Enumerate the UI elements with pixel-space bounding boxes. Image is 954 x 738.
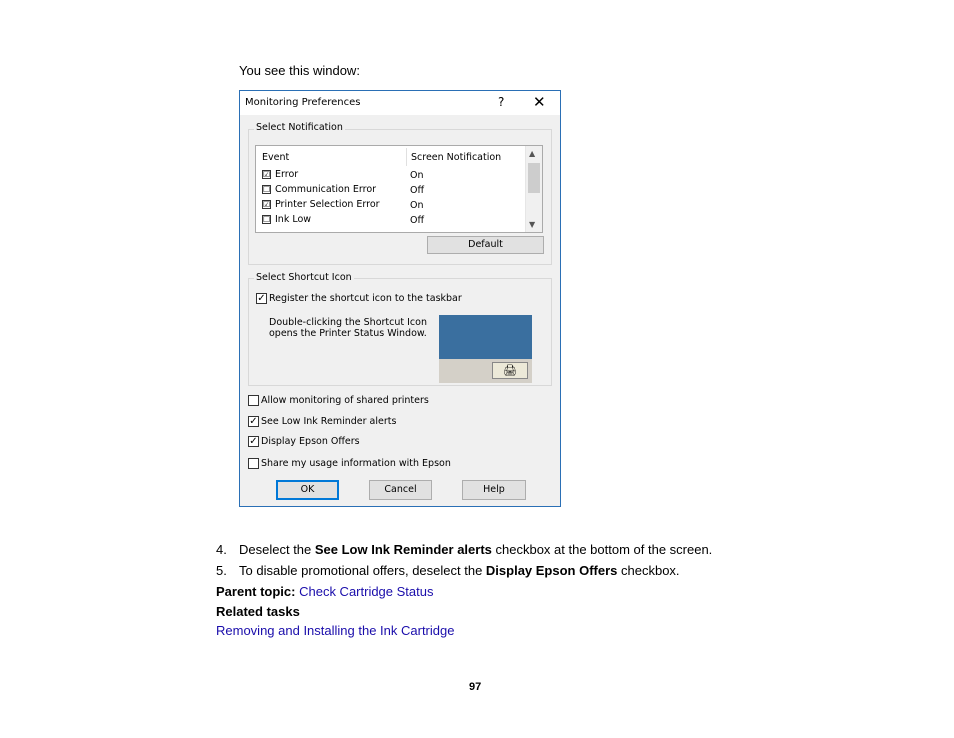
shortcut-description-line-1: Double-clicking the Shortcut Icon [269, 317, 427, 328]
col-screen-header: Screen Notification [411, 152, 502, 163]
printer-tray-icon: 🖨 [492, 362, 528, 379]
step-text-after: checkbox. [617, 563, 680, 578]
desktop-preview [439, 315, 532, 359]
help-button[interactable]: Help [462, 480, 526, 500]
list-item[interactable] [262, 169, 532, 183]
option-row[interactable] [248, 416, 396, 427]
taskbar-preview [439, 359, 532, 383]
step-number: 5. [216, 563, 227, 578]
step-5 [216, 563, 680, 578]
step-text [239, 563, 680, 578]
event-value: On [410, 170, 424, 181]
step-text-bold: Display Epson Offers [485, 563, 618, 578]
shortcut-description-line-2: opens the Printer Status Window. [269, 328, 427, 339]
low-ink-reminder-checkbox[interactable]: ✓ [249, 416, 258, 427]
monitoring-preferences-dialog [239, 90, 561, 507]
list-item[interactable] [262, 214, 532, 228]
share-usage-checkbox[interactable] [248, 458, 259, 469]
event-list[interactable] [255, 145, 543, 233]
intro-text: You see this window: [239, 63, 360, 78]
list-item[interactable] [262, 184, 532, 198]
register-shortcut-label: Register the shortcut icon to the taskbar [269, 293, 462, 304]
option-label: See Low Ink Reminder alerts [261, 416, 397, 427]
event-value: Off [410, 215, 425, 226]
step-text-bold: See Low Ink Reminder alerts [314, 542, 492, 557]
event-label: Printer Selection Error [275, 199, 380, 210]
event-checkbox[interactable]: ☑ [263, 200, 271, 209]
event-value: Off [410, 185, 425, 196]
scroll-down-icon[interactable]: ▼ [529, 220, 536, 229]
page-number: 97 [469, 681, 482, 693]
option-row[interactable] [248, 395, 429, 406]
parent-topic [216, 584, 434, 599]
dialog-titlebar [240, 91, 560, 115]
step-text [239, 542, 712, 557]
step-number: 4. [216, 542, 227, 557]
col-event-header: Event [262, 152, 290, 163]
select-notification-label: Select Notification [256, 122, 343, 133]
step-text-before: Deselect the [239, 542, 315, 557]
option-label: Share my usage information with Epson [261, 458, 451, 469]
event-label: Error [275, 169, 299, 180]
parent-topic-link[interactable]: Check Cartridge Status [299, 584, 434, 599]
help-icon[interactable]: ? [498, 95, 505, 109]
option-label: Allow monitoring of shared printers [261, 395, 429, 406]
scroll-thumb[interactable] [528, 163, 540, 193]
epson-offers-checkbox[interactable]: ✓ [249, 436, 258, 447]
event-value: On [410, 200, 424, 211]
dialog-title: Monitoring Preferences [245, 97, 361, 108]
event-checkbox[interactable]: ☐ [263, 185, 271, 194]
event-checkbox[interactable]: ☑ [263, 170, 271, 179]
step-text-after: checkbox at the bottom of the screen. [491, 542, 713, 557]
option-row[interactable] [248, 436, 360, 447]
select-shortcut-label: Select Shortcut Icon [256, 272, 352, 283]
column-separator [406, 148, 407, 166]
scroll-up-icon[interactable]: ▲ [529, 149, 536, 158]
option-row[interactable] [248, 458, 451, 469]
close-icon[interactable]: ✕ [533, 93, 546, 111]
cancel-button[interactable]: Cancel [369, 480, 432, 500]
event-checkbox[interactable]: ☐ [263, 215, 271, 224]
parent-topic-label: Parent topic: [216, 584, 296, 599]
register-shortcut-checkbox[interactable]: ✓ [257, 293, 266, 304]
step-4 [216, 542, 713, 557]
list-scrollbar[interactable] [525, 146, 542, 232]
register-shortcut-checkbox-row[interactable] [256, 293, 462, 304]
allow-shared-checkbox[interactable] [248, 395, 259, 406]
option-label: Display Epson Offers [261, 436, 360, 447]
list-item[interactable] [262, 199, 532, 213]
default-button[interactable]: Default [427, 236, 544, 254]
step-text-before: To disable promotional offers, deselect the [239, 563, 486, 578]
related-tasks-heading: Related tasks [216, 604, 300, 619]
event-label: Ink Low [275, 214, 312, 225]
event-label: Communication Error [275, 184, 377, 195]
ok-button[interactable]: OK [276, 480, 339, 500]
related-task-link[interactable]: Removing and Installing the Ink Cartridge [216, 623, 455, 638]
